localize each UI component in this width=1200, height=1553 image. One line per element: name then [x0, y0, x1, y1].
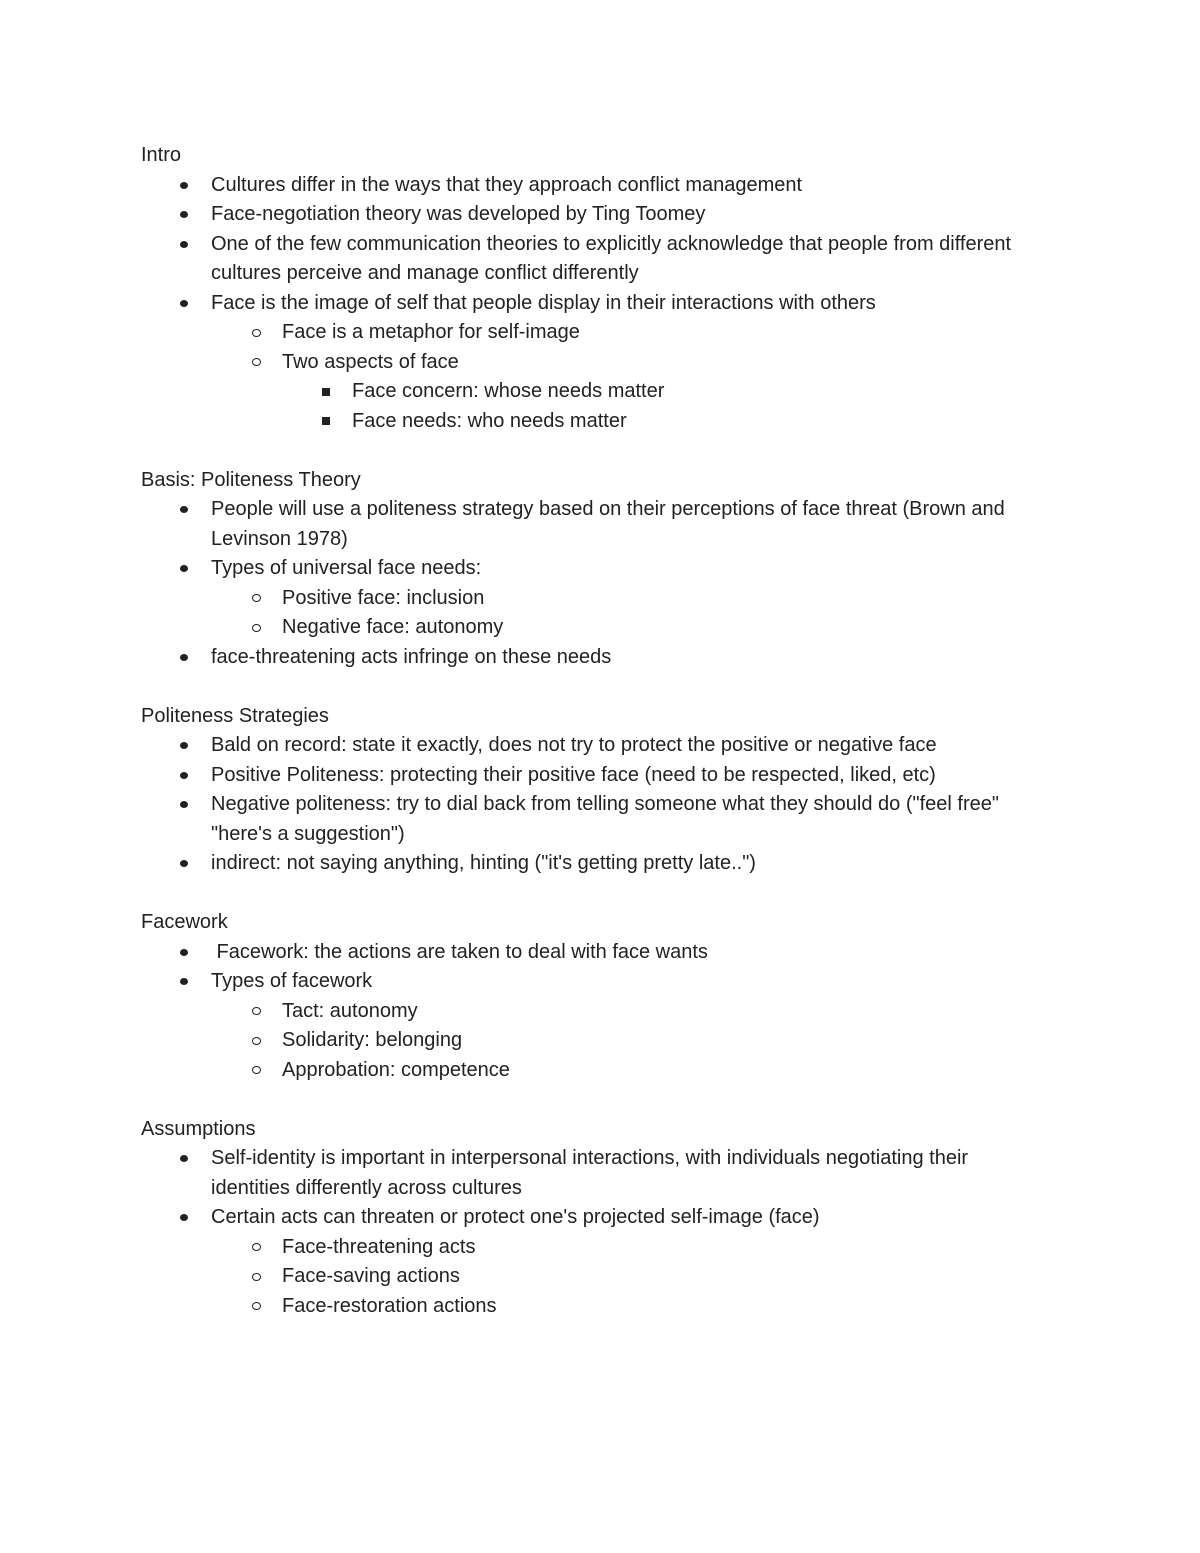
list-item: Self-identity is important in interpersonal interactions, with individuals negotiating their identities differently across cultures	[141, 1144, 1050, 1203]
section-heading: Assumptions	[141, 1117, 256, 1140]
disc-bullet-icon	[177, 790, 191, 820]
list-item: One of the few communication theories to explicitly acknowledge that people from different cultures perceive and manage conflict differently	[141, 230, 1050, 289]
bullet-list	[141, 1144, 1050, 1321]
list-item: People will use a politeness strategy based on their perceptions of face threat (Brown and Levinson 1978)	[141, 495, 1050, 554]
list-item: Certain acts can threaten or protect one's projected self-image (face)	[141, 1203, 1050, 1233]
disc-bullet-icon	[177, 289, 191, 319]
list-item: Facework: the actions are taken to deal with face wants	[141, 938, 1050, 968]
bullet-list	[141, 731, 1050, 879]
section-facework	[141, 908, 1050, 1085]
bullet-list	[141, 495, 1050, 672]
list-item: Two aspects of face	[141, 348, 1050, 378]
disc-bullet-icon	[177, 938, 191, 968]
list-item: Positive face: inclusion	[141, 584, 1050, 614]
bullet-list	[141, 938, 1050, 1086]
circle-bullet-icon	[249, 318, 263, 348]
list-item: Solidarity: belonging	[141, 1026, 1050, 1056]
list-item: Negative face: autonomy	[141, 613, 1050, 643]
list-item: Face is the image of self that people display in their interactions with others	[141, 289, 1050, 319]
list-item: Face-threatening acts	[141, 1233, 1050, 1263]
section-intro	[141, 141, 1050, 436]
list-item: Approbation: competence	[141, 1056, 1050, 1086]
list-item: Types of facework	[141, 967, 1050, 997]
list-item: Face-restoration actions	[141, 1292, 1050, 1322]
bullet-list	[141, 171, 1050, 437]
disc-bullet-icon	[177, 761, 191, 791]
circle-bullet-icon	[249, 1026, 263, 1056]
square-bullet-icon	[319, 407, 333, 437]
list-item: Face-negotiation theory was developed by Ting Toomey	[141, 200, 1050, 230]
disc-bullet-icon	[177, 1203, 191, 1233]
list-item: Bald on record: state it exactly, does not try to protect the positive or negative face	[141, 731, 1050, 761]
section-heading: Politeness Strategies	[141, 704, 329, 727]
disc-bullet-icon	[177, 731, 191, 761]
disc-bullet-icon	[177, 230, 191, 260]
circle-bullet-icon	[249, 997, 263, 1027]
disc-bullet-icon	[177, 1144, 191, 1174]
disc-bullet-icon	[177, 967, 191, 997]
list-item: Face is a metaphor for self-image	[141, 318, 1050, 348]
disc-bullet-icon	[177, 643, 191, 673]
section-basis	[141, 466, 1050, 673]
list-item: Types of universal face needs:	[141, 554, 1050, 584]
list-item: Face needs: who needs matter	[141, 407, 1050, 437]
circle-bullet-icon	[249, 1056, 263, 1086]
circle-bullet-icon	[249, 1233, 263, 1263]
square-bullet-icon	[319, 377, 333, 407]
circle-bullet-icon	[249, 613, 263, 643]
disc-bullet-icon	[177, 200, 191, 230]
circle-bullet-icon	[249, 1292, 263, 1322]
disc-bullet-icon	[177, 554, 191, 584]
list-item: face-threatening acts infringe on these needs	[141, 643, 1050, 673]
list-item: Cultures differ in the ways that they approach conflict management	[141, 171, 1050, 201]
list-item: Face-saving actions	[141, 1262, 1050, 1292]
section-heading: Intro	[141, 144, 182, 166]
list-item: Face concern: whose needs matter	[141, 377, 1050, 407]
list-item: Tact: autonomy	[141, 997, 1050, 1027]
section-assumptions	[141, 1115, 1050, 1322]
section-heading: Facework	[141, 911, 228, 933]
disc-bullet-icon	[177, 171, 191, 201]
list-item: Negative politeness: try to dial back from telling someone what they should do ("feel free" "here's a suggestion")	[141, 790, 1050, 849]
disc-bullet-icon	[177, 849, 191, 879]
circle-bullet-icon	[249, 348, 263, 378]
section-heading: Basis: Politeness Theory	[141, 468, 361, 491]
list-item: indirect: not saying anything, hinting ("it's getting pretty late..")	[141, 849, 1050, 879]
list-item: Positive Politeness: protecting their positive face (need to be respected, liked, etc)	[141, 761, 1050, 791]
circle-bullet-icon	[249, 584, 263, 614]
section-strategies	[141, 702, 1050, 879]
circle-bullet-icon	[249, 1262, 263, 1292]
disc-bullet-icon	[177, 495, 191, 525]
